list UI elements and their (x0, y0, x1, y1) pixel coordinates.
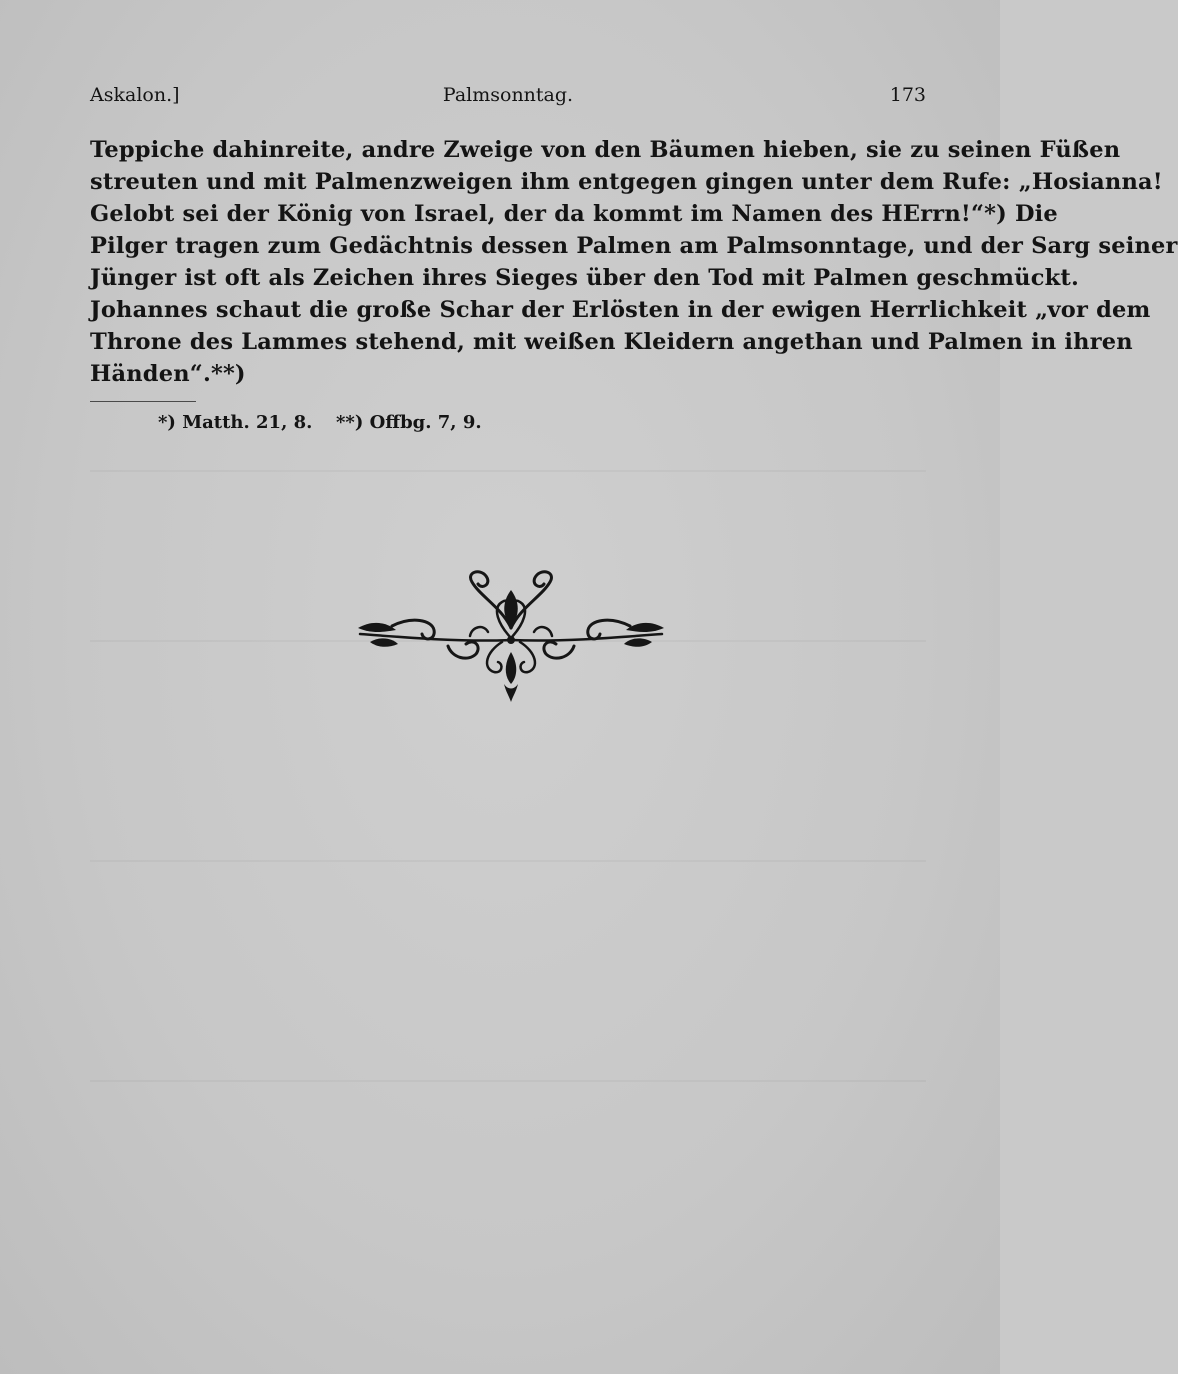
running-header (90, 84, 926, 114)
main-paragraph (90, 134, 1178, 390)
text-line: Pilger tragen zum Gedächtnis dessen Palmen am Palmsonntage, und der Sarg seiner (90, 233, 1178, 259)
bleed-through (90, 470, 926, 472)
bleed-through (90, 860, 926, 862)
footnote-2: **) Offbg. 7, 9. (336, 412, 482, 433)
text-line: streuten und mit Palmenzweigen ihm entgegen gingen unter dem Rufe: „Hosianna! (90, 169, 1163, 195)
text-line: Johannes schaut die große Schar der Erlösten in der ewigen Herrlichkeit „vor dem (90, 297, 1151, 323)
footnote-rule (90, 401, 196, 402)
footnotes (158, 412, 482, 433)
floral-vignette-ornament-icon (352, 568, 670, 702)
text-line: Händen“.**) (90, 361, 246, 387)
page-number: 173 (889, 84, 926, 106)
bleed-through (90, 1080, 926, 1082)
header-location: Askalon.] (90, 84, 180, 106)
text-line: Teppiche dahinreite, andre Zweige von den Bäumen hieben, sie zu seinen Füßen (90, 137, 1121, 163)
header-title: Palmsonntag. (442, 84, 574, 106)
text-line: Throne des Lammes stehend, mit weißen Kleidern angethan und Palmen in ihren (90, 329, 1133, 355)
footnote-1: *) Matth. 21, 8. (158, 412, 313, 433)
text-line: Jünger ist oft als Zeichen ihres Sieges über den Tod mit Palmen geschmückt. (90, 265, 1080, 291)
text-line: Gelobt sei der König von Israel, der da kommt im Namen des HErrn!“*) Die (90, 201, 1058, 227)
